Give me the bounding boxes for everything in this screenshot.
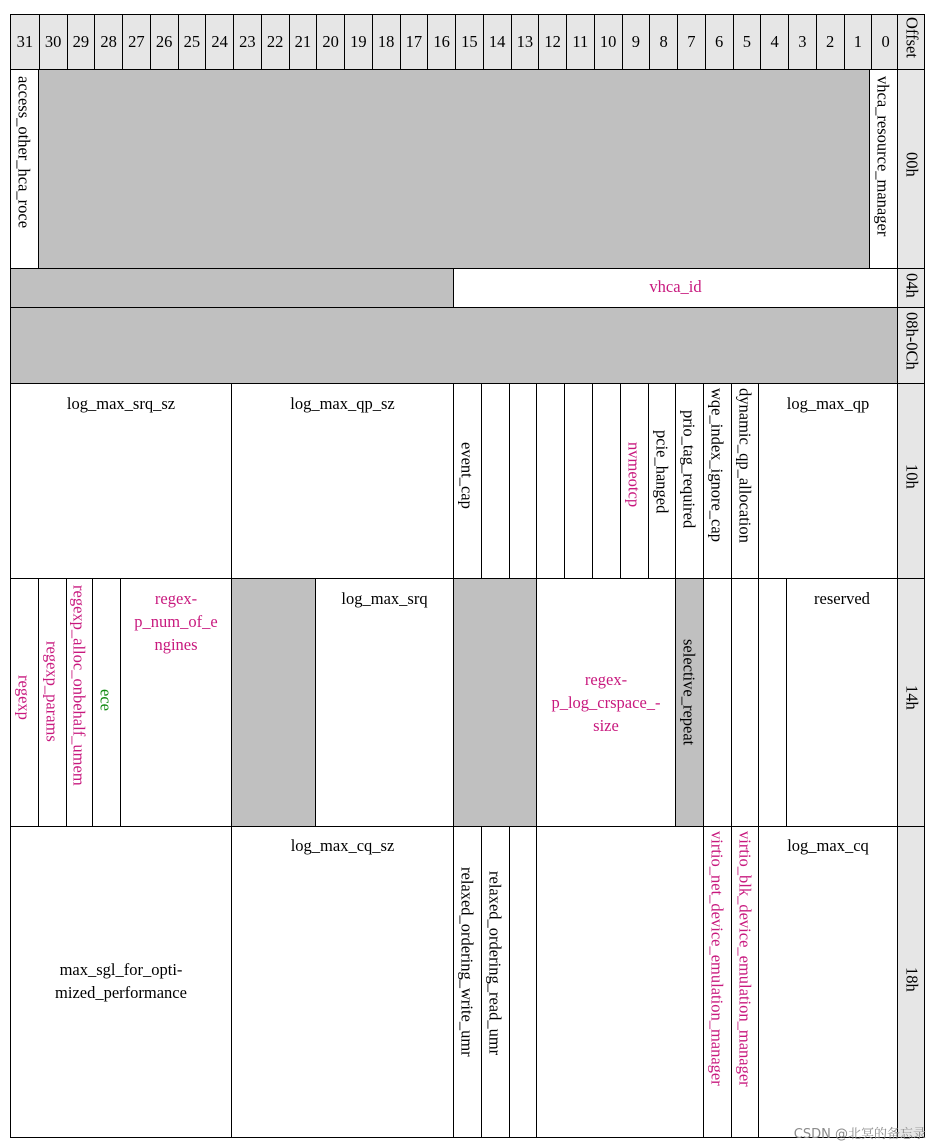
log-max-qp-label: log_max_qp (786, 394, 870, 413)
field-log-max-qp-sz (231, 383, 454, 579)
reserved-14h-b (453, 578, 537, 827)
bits-12-7-18h (536, 826, 704, 1138)
field-log-max-cq-sz (231, 826, 454, 1138)
offset-header-label: Offset (902, 17, 922, 58)
regexp-num-of-engines-line1: regex- (154, 589, 198, 608)
offset-04h (897, 268, 925, 308)
bit-number-16: 16 (427, 15, 455, 69)
bit-number-8: 8 (649, 15, 677, 69)
nvmeotcp-label: nvmeotcp (624, 442, 644, 508)
watermark: CSDN @北冥的备忘录 (793, 1127, 926, 1142)
bit-number-11: 11 (566, 15, 594, 69)
bit-number-31: 31 (16, 32, 34, 51)
field-regexp (10, 578, 39, 827)
regexp-log-crspace-size-line1: regex- (584, 670, 628, 689)
regexp-log-crspace-size-line2: p_log_crspace_- (551, 693, 661, 712)
reserved-14h-label: reserved (814, 589, 870, 608)
bit-11-10h (564, 383, 593, 579)
field-event-cap (453, 383, 482, 579)
bit-number-0: 0 (871, 15, 898, 69)
reserved-14h-a (231, 578, 316, 827)
bit-number-27: 27 (122, 15, 150, 69)
log-max-qp-sz-label: log_max_qp_sz (290, 394, 395, 413)
field-vhca-id (453, 268, 898, 308)
bit-number-19: 19 (344, 15, 372, 69)
relaxed-ordering-write-umr-label: relaxed_ordering_write_umr (457, 867, 477, 1057)
field-regexp-alloc-onbehalf-umem (66, 578, 93, 827)
bit-number-13: 13 (511, 15, 539, 69)
bit-number-15: 15 (455, 15, 483, 69)
bit-12-10h (536, 383, 565, 579)
regexp-label: regexp (14, 675, 34, 720)
bit-6-14h (703, 578, 732, 827)
wqe-index-ignore-cap-label: wqe_index_ignore_cap (707, 388, 727, 542)
regexp-num-of-engines-line2: p_num_of_e (134, 612, 218, 631)
vhca-resource-manager-label: vhca_resource_manager (873, 76, 893, 237)
field-wqe-index-ignore-cap (703, 383, 732, 579)
pcie-hanged-label: pcie_hanged (652, 430, 672, 514)
field-nvmeotcp (620, 383, 649, 579)
field-virtio-net-device-emulation-manager (703, 826, 732, 1138)
event-cap-label: event_cap (457, 442, 477, 509)
bit-number-6: 6 (705, 15, 733, 69)
field-regexp-params (38, 578, 67, 827)
bit-number-25: 25 (178, 15, 206, 69)
field-virtio-blk-device-emulation-manager (731, 826, 759, 1138)
bit-number-14: 14 (483, 15, 511, 69)
field-log-max-qp (758, 383, 898, 579)
bit-number-26: 26 (150, 15, 178, 69)
bit-number-18: 18 (372, 15, 400, 69)
bit-5-14h (731, 578, 759, 827)
virtio-blk-device-emulation-manager-label: virtio_blk_device_emulation_manager (735, 831, 755, 1087)
field-ece (92, 578, 121, 827)
reserved-04h (10, 268, 454, 308)
field-access-other-hca-roce (10, 69, 39, 269)
relaxed-ordering-read-umr-label: relaxed_ordering_read_umr (485, 871, 505, 1056)
field-regexp-num-of-engines (120, 578, 232, 827)
field-vhca-resource-manager (869, 69, 898, 269)
offset-00h-label: 00h (902, 152, 922, 177)
offset-14h (897, 578, 925, 827)
bit-10-10h (592, 383, 621, 579)
field-max-sgl-for-optimized-performance (10, 826, 232, 1138)
offset-04h-label: 04h (902, 273, 922, 298)
offset-14h-label: 14h (902, 685, 922, 710)
offset-08h-0ch-label: 08h-0Ch (902, 312, 922, 370)
bit-number-10: 10 (594, 15, 622, 69)
field-log-max-srq (315, 578, 454, 827)
bit-number-1: 1 (844, 15, 872, 69)
bit-number-21: 21 (289, 15, 317, 69)
prio-tag-required-label: prio_tag_required (679, 410, 699, 529)
max-sgl-line1: max_sgl_for_opti- (59, 960, 183, 979)
regexp-log-crspace-size-line3: size (593, 716, 619, 735)
field-pcie-hanged (648, 383, 676, 579)
field-dynamic-qp-allocation (731, 383, 759, 579)
bit-number-22: 22 (261, 15, 289, 69)
bit-number-28: 28 (94, 15, 122, 69)
log-max-srq-sz-label: log_max_srq_sz (66, 394, 176, 413)
offset-18h (897, 826, 925, 1138)
regexp-params-label: regexp_params (42, 641, 62, 742)
reserved-08h-0ch (10, 307, 898, 384)
bit-header-row (10, 14, 898, 70)
offset-header-cell (897, 14, 925, 70)
field-log-max-srq-sz (10, 383, 232, 579)
field-relaxed-ordering-write-umr (453, 826, 482, 1138)
field-log-max-cq (758, 826, 898, 1138)
bit-number-4: 4 (760, 15, 788, 69)
vhca-id-label: vhca_id (649, 277, 702, 296)
field-relaxed-ordering-read-umr (481, 826, 510, 1138)
bit-number-12: 12 (538, 15, 566, 69)
field-prio-tag-required (675, 383, 704, 579)
offset-18h-label: 18h (902, 967, 922, 992)
bit-13-10h (509, 383, 537, 579)
bit-number-17: 17 (400, 15, 428, 69)
regexp-alloc-onbehalf-umem-label: regexp_alloc_onbehalf_umem (69, 585, 89, 786)
bit-13-18h (509, 826, 537, 1138)
bit-number-5: 5 (733, 15, 761, 69)
bit-number-30: 30 (39, 15, 67, 69)
log-max-cq-sz-label: log_max_cq_sz (290, 836, 395, 855)
selective-repeat-label: selective_repeat (679, 639, 699, 746)
bit-number-20: 20 (316, 15, 344, 69)
field-selective-repeat (675, 578, 704, 827)
offset-10h-label: 10h (902, 464, 922, 489)
regexp-num-of-engines-line3: ngines (154, 635, 198, 654)
field-reserved-14h (786, 578, 898, 827)
bit-14-10h (481, 383, 510, 579)
ece-label: ece (96, 689, 116, 711)
bit-4-14h (758, 578, 787, 827)
log-max-srq-label: log_max_srq (341, 589, 428, 608)
reserved-00h (38, 69, 870, 269)
access-other-hca-roce-label: access_other_hca_roce (14, 76, 34, 229)
offset-10h (897, 383, 925, 579)
offset-08h-0ch (897, 307, 925, 384)
log-max-cq-label: log_max_cq (787, 836, 869, 855)
bit-number-24: 24 (205, 15, 233, 69)
bit-number-29: 29 (67, 15, 95, 69)
bit-number-7: 7 (677, 15, 705, 69)
max-sgl-line2: mized_performance (55, 983, 187, 1002)
dynamic-qp-allocation-label: dynamic_qp_allocation (735, 388, 755, 543)
bit-number-2: 2 (816, 15, 844, 69)
virtio-net-device-emulation-manager-label: virtio_net_device_emulation_manager (707, 831, 727, 1086)
bit-number-23: 23 (233, 15, 261, 69)
bit-number-3: 3 (788, 15, 816, 69)
field-regexp-log-crspace-size (536, 578, 676, 827)
offset-00h (897, 69, 925, 269)
bit-number-9: 9 (622, 15, 650, 69)
